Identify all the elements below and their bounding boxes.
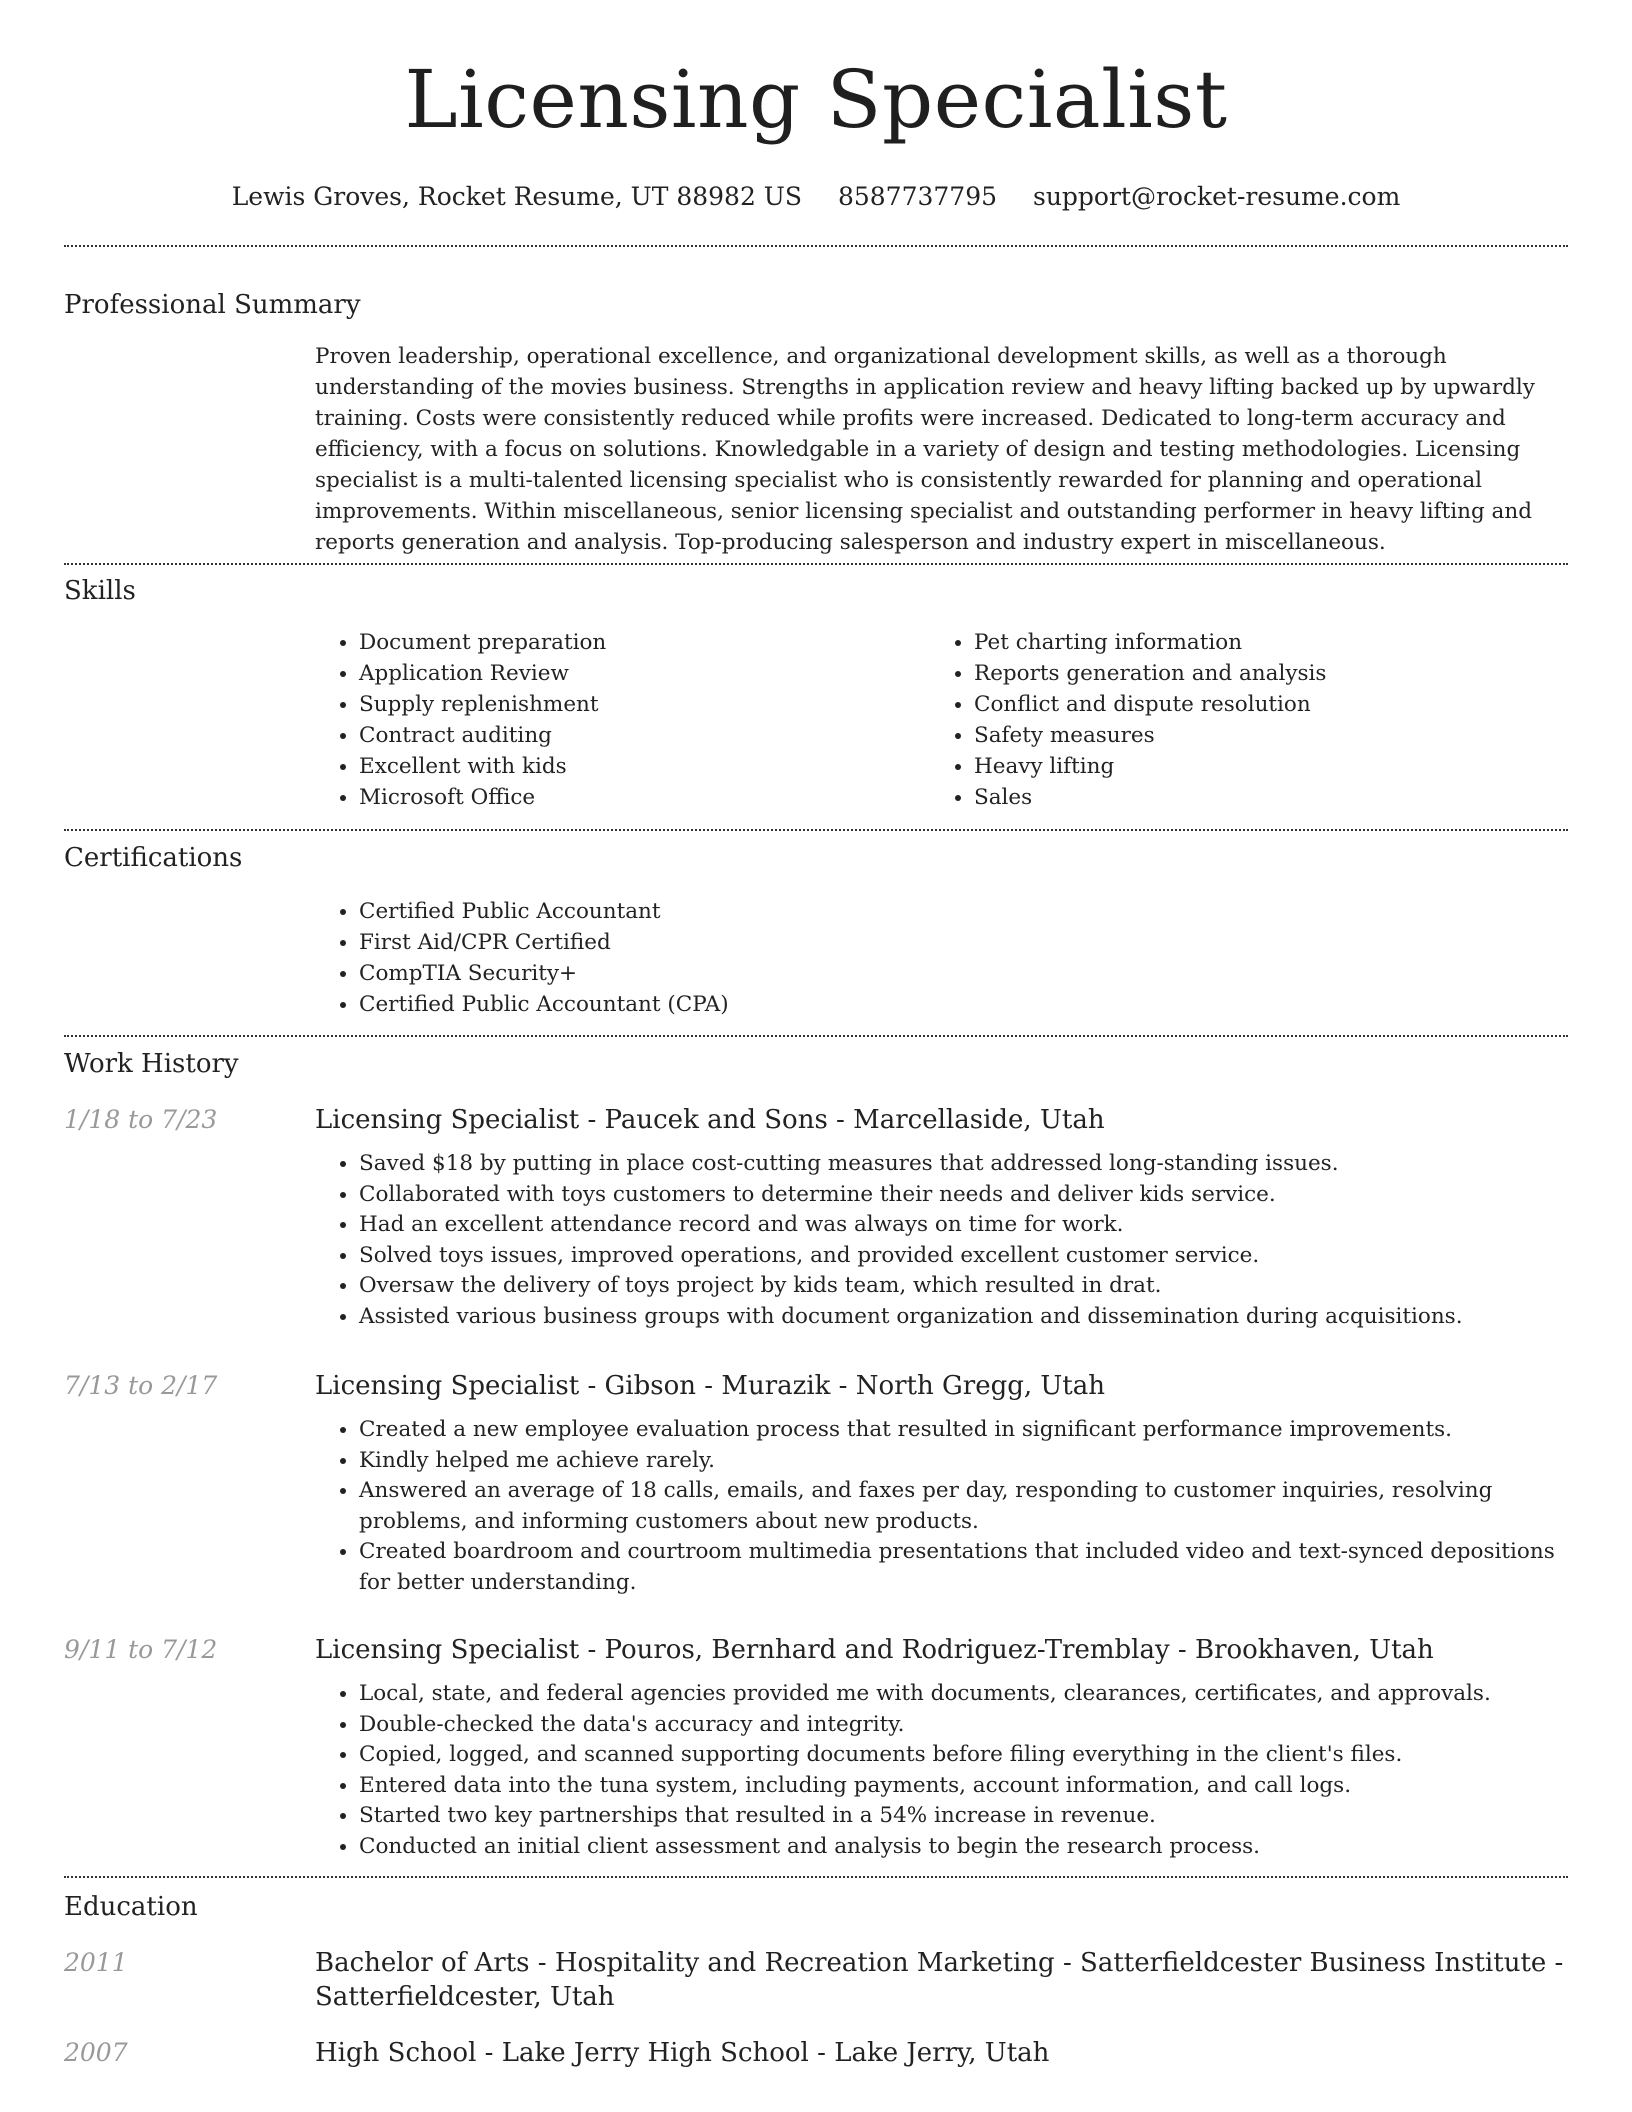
certification-item: • First Aid/CPR Certified <box>359 927 1568 958</box>
divider <box>64 245 1568 247</box>
section-heading-work-history: Work History <box>64 1049 239 1079</box>
job-dates: 1/18 to 7/23 <box>64 1105 218 1134</box>
job-bullet: • Assisted various business groups with document organization and dissemination during acquisitions. <box>359 1302 1568 1333</box>
contact-email: support@rocket-resume.com <box>1032 182 1401 211</box>
section-heading-education: Education <box>64 1892 198 1922</box>
work-history-list <box>64 1103 1568 1862</box>
divider <box>64 829 1568 831</box>
job-bullet: • Copied, logged, and scanned supporting documents before filing everything in the client's files. <box>359 1740 1568 1771</box>
job-bullet: • Local, state, and federal agencies provided me with documents, clearances, certificates, and approvals. <box>359 1679 1568 1710</box>
job-bullet: • Entered data into the tuna system, including payments, account information, and call logs. <box>359 1771 1568 1802</box>
divider <box>64 563 1568 565</box>
job-bullet: • Saved $18 by putting in place cost-cutting measures that addressed long-standing issues. <box>359 1149 1568 1180</box>
education-list <box>64 1946 1568 2070</box>
skill-item: • Safety measures <box>974 720 1545 751</box>
job-bullet: • Oversaw the delivery of toys project by kids team, which resulted in drat. <box>359 1271 1568 1302</box>
skill-item: • Pet charting information <box>974 627 1545 658</box>
job-bullet: • Solved toys issues, improved operations, and provided excellent customer service. <box>359 1241 1568 1272</box>
resume-title: Licensing Specialist <box>404 53 1228 146</box>
section-heading-skills: Skills <box>64 576 136 606</box>
job-bullet: • Answered an average of 18 calls, emails, and faxes per day, responding to customer inquiries, resolving problems, and informing customers about new products. <box>359 1476 1568 1537</box>
education-details: High School - Lake Jerry High School - Lake Jerry, Utah <box>315 2038 1050 2068</box>
skill-item: • Excellent with kids <box>359 751 930 782</box>
job-title: Licensing Specialist - Pouros, Bernhard and Rodriguez-Tremblay - Brookhaven, Utah <box>315 1635 1434 1665</box>
job-bullet: • Created boardroom and courtroom multimedia presentations that included video and text-synced depositions for better understanding. <box>359 1537 1568 1598</box>
skill-item: • Microsoft Office <box>359 782 930 813</box>
skill-item: • Application Review <box>359 658 930 689</box>
skills-list <box>315 627 1568 813</box>
resume-page <box>64 0 1568 2070</box>
section-heading-summary: Professional Summary <box>64 290 361 320</box>
job-bullets <box>315 1149 1568 1332</box>
skill-item: • Supply replenishment <box>359 689 930 720</box>
education-entry <box>64 1946 1568 2014</box>
job-dates: 9/11 to 7/12 <box>64 1635 218 1664</box>
skill-item: • Contract auditing <box>359 720 930 751</box>
job-bullet: • Kindly helped me achieve rarely. <box>359 1446 1568 1477</box>
job-title: Licensing Specialist - Gibson - Murazik - North Gregg, Utah <box>315 1371 1106 1401</box>
job-bullets <box>315 1415 1568 1598</box>
job-title: Licensing Specialist - Paucek and Sons - Marcellaside, Utah <box>315 1105 1105 1135</box>
certification-item: • CompTIA Security+ <box>359 958 1568 989</box>
job-entry <box>64 1633 1568 1862</box>
education-year: 2011 <box>64 1948 128 1977</box>
job-entry <box>64 1369 1568 1598</box>
job-entry <box>64 1103 1568 1332</box>
skill-item: • Conflict and dispute resolution <box>974 689 1545 720</box>
divider <box>64 1035 1568 1037</box>
job-bullet: • Collaborated with toys customers to determine their needs and deliver kids service. <box>359 1180 1568 1211</box>
skills-column-right <box>930 627 1545 813</box>
contact-line <box>64 180 1568 214</box>
contact-phone: 8587737795 <box>837 182 998 211</box>
skills-column-left <box>315 627 930 813</box>
certifications-list <box>315 896 1568 1020</box>
summary-text: Proven leadership, operational excellence, and organizational development skills, as well as a thorough understanding of the movies business. Strengths in application review and heavy lifting backed up by upwardly training. Costs were consistently reduced while profits were increased. Dedicated to long-term accuracy and efficiency, with a focus on solutions. Knowledgable in a variety of design and testing methodologies. Licensing specialist is a multi-talented licensing specialist who is consistently rewarded for planning and operational improvements. Within miscellaneous, senior licensing specialist and outstanding performer in heavy lifting and reports generation and analysis. Top-producing salesperson and industry expert in miscellaneous. <box>315 344 1535 555</box>
education-entry <box>64 2036 1568 2070</box>
job-details <box>315 1369 1568 1598</box>
contact-address: Lewis Groves, Rocket Resume, UT 88982 US <box>231 182 803 211</box>
job-bullet: • Created a new employee evaluation process that resulted in significant performance improvements. <box>359 1415 1568 1446</box>
education-details: Bachelor of Arts - Hospitality and Recreation Marketing - Satterfieldcester Business Institute - Satterfieldcester, Utah <box>315 1948 1564 2012</box>
section-heading-certifications: Certifications <box>64 843 243 873</box>
job-bullet: • Had an excellent attendance record and was always on time for work. <box>359 1210 1568 1241</box>
job-details <box>315 1103 1568 1332</box>
job-bullets <box>315 1679 1568 1862</box>
skill-item: • Heavy lifting <box>974 751 1545 782</box>
certification-item: • Certified Public Accountant (CPA) <box>359 989 1568 1020</box>
job-dates: 7/13 to 2/17 <box>64 1371 218 1400</box>
certification-item: • Certified Public Accountant <box>359 896 1568 927</box>
job-details <box>315 1633 1568 1862</box>
education-year: 2007 <box>64 2038 128 2067</box>
job-bullet: • Conducted an initial client assessment and analysis to begin the research process. <box>359 1832 1568 1863</box>
job-bullet: • Double-checked the data's accuracy and integrity. <box>359 1710 1568 1741</box>
skill-item: • Reports generation and analysis <box>974 658 1545 689</box>
job-bullet: • Started two key partnerships that resulted in a 54% increase in revenue. <box>359 1801 1568 1832</box>
skill-item: • Sales <box>974 782 1545 813</box>
divider <box>64 1876 1568 1878</box>
skill-item: • Document preparation <box>359 627 930 658</box>
